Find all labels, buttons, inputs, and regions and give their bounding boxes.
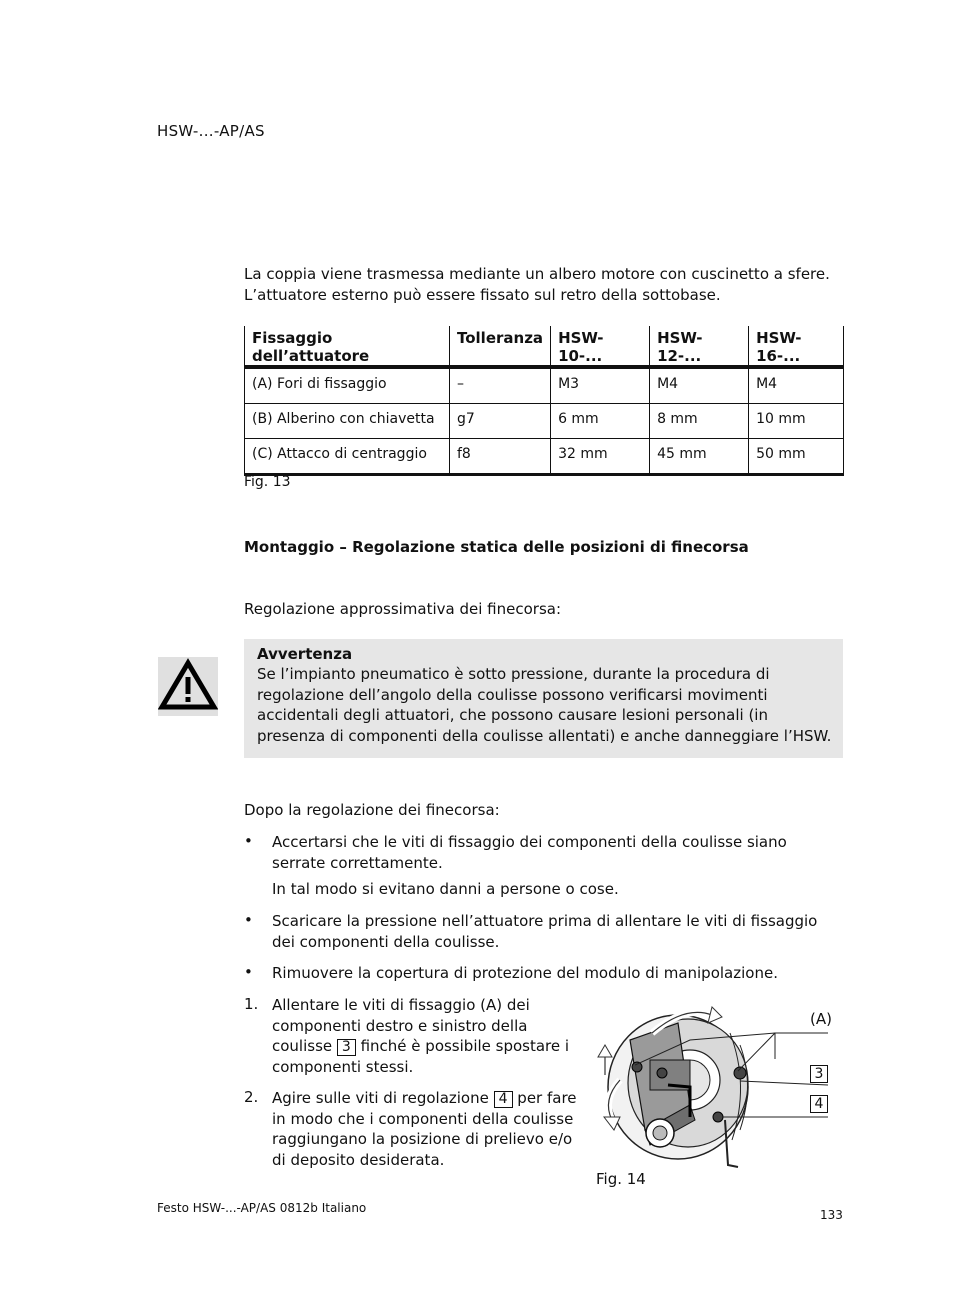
table-header-cell: HSW-12-...: [650, 326, 749, 367]
fig14-illustration: [590, 995, 840, 1170]
table-cell: 45 mm: [650, 439, 749, 475]
step-text-post: per fare in modo che i componenti della coulisse raggiungano la posizione di prelievo e/o di deposito desiderata.: [272, 1089, 577, 1169]
table-row: [245, 439, 844, 475]
table-cell: M3: [551, 367, 650, 404]
table-header-cell: Tolleranza: [450, 326, 551, 367]
bullet-item: Accertarsi che le viti di fissaggio dei componenti della coulisse siano serrate correttamente.: [272, 833, 787, 872]
table-cell: (A) Fori di fissaggio: [245, 367, 450, 404]
bullet-symbol: •: [244, 911, 253, 929]
page-number: 133: [820, 1208, 843, 1222]
spec-table: [244, 326, 844, 476]
page-header: HSW-...-AP/AS: [157, 122, 265, 140]
bullet-symbol: •: [244, 832, 253, 850]
table-cell: 50 mm: [749, 439, 844, 475]
table-cell: 10 mm: [749, 404, 844, 439]
fig14-label-4: 4: [810, 1095, 828, 1113]
warning-icon-box: [158, 657, 218, 716]
ref-box-3: 3: [337, 1039, 356, 1056]
warning-title: Avvertenza: [257, 645, 353, 663]
table-cell: 32 mm: [551, 439, 650, 475]
table-header-row: [245, 326, 844, 367]
bullet-symbol: •: [244, 963, 253, 981]
table-cell: –: [450, 367, 551, 404]
table-cell: 8 mm: [650, 404, 749, 439]
table-cell: f8: [450, 439, 551, 475]
fig13-caption: Fig. 13: [244, 474, 291, 490]
table-cell: 6 mm: [551, 404, 650, 439]
step-number: 2.: [244, 1088, 259, 1106]
step-text: [272, 1088, 582, 1170]
table-header-cell: Fissaggio dell’attuatore: [245, 326, 450, 367]
step-number: 1.: [244, 995, 259, 1013]
bullet-item: Rimuovere la copertura di protezione del modulo di manipolazione.: [272, 964, 778, 982]
table-row: [245, 367, 844, 404]
bullet-item: Scaricare la pressione nell’attuatore prima di allentare le viti di fissaggio dei componenti della coulisse.: [272, 912, 818, 951]
section-heading: Montaggio – Regolazione statica delle posizioni di finecorsa: [244, 538, 749, 556]
after-text: Dopo la regolazione dei finecorsa:: [244, 801, 500, 819]
step-text-post: finché è possibile spostare i componenti stessi.: [272, 1037, 570, 1076]
intro-line-2: L’attuatore esterno può essere fissato sul retro della sottobase.: [244, 286, 721, 304]
table-cell: g7: [450, 404, 551, 439]
table-row: [245, 404, 844, 439]
page-footer: Festo HSW-...-AP/AS 0812b Italiano: [157, 1201, 367, 1215]
step-text: [272, 995, 582, 1077]
fig14-label-3: 3: [810, 1065, 828, 1083]
bullet-note: In tal modo si evitano danni a persone o cose.: [272, 880, 619, 898]
ref-box-4: 4: [494, 1091, 513, 1108]
intro-text: [244, 264, 844, 306]
step-text-pre: Agire sulle viti di regolazione: [272, 1089, 494, 1107]
table-cell: (B) Alberino con chiavetta: [245, 404, 450, 439]
fig14-label-a: (A): [810, 1010, 832, 1028]
table-header-cell: HSW-16-...: [749, 326, 844, 367]
step-text-pre: Allentare le viti di fissaggio (A) dei componenti destro e sinistro della coulisse: [272, 996, 530, 1055]
warning-triangle-icon: [158, 657, 218, 716]
approx-text: Regolazione approssimativa dei finecorsa:: [244, 600, 562, 618]
warning-text: Se l’impianto pneumatico è sotto pressione, durante la procedura di regolazione dell’angolo della coulisse possono verificarsi movimenti accidentali degli attuatori, che possono causare lesioni personali (in presenza di componenti della coulisse allentati) e anche danneggiare l’HSW.: [257, 665, 832, 745]
table-cell: M4: [650, 367, 749, 404]
fig14-caption: Fig. 14: [596, 1170, 646, 1188]
table-cell: M4: [749, 367, 844, 404]
table-cell: (C) Attacco di centraggio: [245, 439, 450, 475]
intro-line-1: La coppia viene trasmessa mediante un albero motore con cuscinetto a sfere.: [244, 265, 830, 283]
table-header-cell: HSW-10-...: [551, 326, 650, 367]
